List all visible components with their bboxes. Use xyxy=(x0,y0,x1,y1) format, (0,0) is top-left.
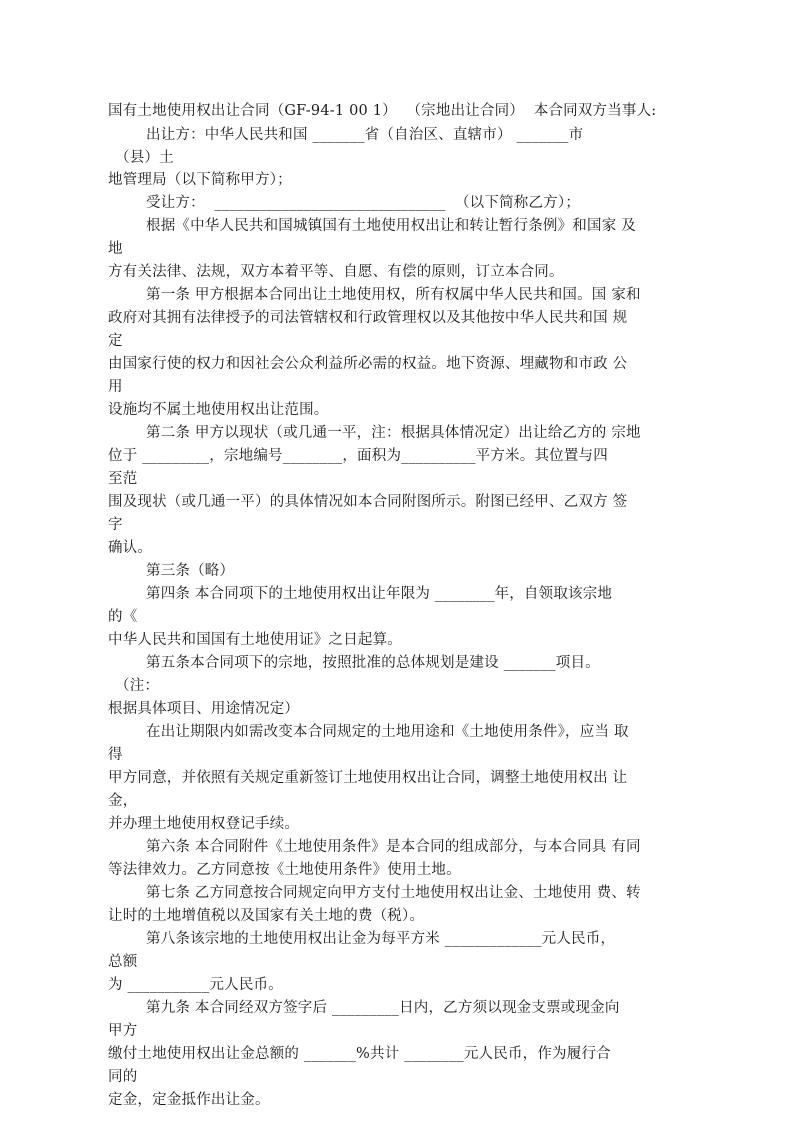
text-line: 地 xyxy=(108,241,123,257)
article-9-line: 第九条 本合同经双方签字后 _________日内，乙方须以现金支票或现金向 xyxy=(146,1000,620,1016)
article-8-line: 第八条该宗地的土地使用权出让金为每平方米 _____________元人民币， xyxy=(146,931,616,947)
text-line: 方有关法律、法规，双方本着平等、自愿、有偿的原则，订立本合同。 xyxy=(108,264,564,280)
text-line: 根据《中华人民共和国城镇国有土地使用权出让和转让暂行条例》和国家 及 xyxy=(146,218,636,234)
article-4-line: 第四条 本合同项下的土地使用权出让年限为 ________年，自领取该宗地 xyxy=(146,586,613,602)
text-line: 缴付土地使用权出让金总额的 _______%共计 ________元人民币，作为履行合 xyxy=(108,1046,611,1062)
text-line: 政府对其拥有法律授予的司法管辖权和行政管理权以及其他按中华人民共和国 规 xyxy=(108,310,628,326)
text-line: 为 ___________元人民币。 xyxy=(108,977,283,993)
text-line: 定 xyxy=(108,333,123,349)
text-line: 确认。 xyxy=(108,540,153,556)
text-line: 甲方 xyxy=(108,1023,138,1039)
text-line: 定金，定金抵作出让金。 xyxy=(108,1092,270,1108)
text-line: 总额 xyxy=(108,954,138,970)
text-line: 设施均不属土地使用权出让范围。 xyxy=(108,402,329,418)
text-line: 位于 _________，宗地编号________，面积为__________平方米。其位置与四 xyxy=(108,448,608,464)
text-line: 甲方同意，并依照有关规定重新签订土地使用权出让合同，调整土地使用权出 让 xyxy=(108,770,628,786)
text-line: 至范 xyxy=(108,471,138,487)
text-line: 在出让期限内如需改变本合同规定的土地用途和《土地使用条件》，应当 取 xyxy=(146,724,629,740)
article-3-line: 第三条（略） xyxy=(146,563,235,579)
document-title-line: 国有土地使用权出让合同（GF-94-1 00 1） （宗地出让合同） 本合同双方当事人: xyxy=(108,103,657,119)
text-line: 用 xyxy=(108,379,123,395)
text-line: 得 xyxy=(108,747,123,763)
text-line: 地管理局（以下简称甲方）； xyxy=(108,172,292,188)
text-line: 的《 xyxy=(108,609,138,625)
text-line: 受让方： _______________________________ （以下简称乙方）； xyxy=(146,195,581,211)
text-line: （注： xyxy=(115,678,160,694)
text-line: 中华人民共和国国有土地使用证》之日起算。 xyxy=(108,632,402,648)
text-line: 出让方：中华人民共和国 _______省（自治区、直辖市） _______市 xyxy=(146,127,584,143)
article-7-line: 第七条 乙方同意按合同规定向甲方支付土地使用权出让金、土地使用 费、转 xyxy=(146,885,641,901)
text-line: 字 xyxy=(108,517,123,533)
article-1-line: 第一条 甲方根据本合同出让土地使用权，所有权属中华人民共和国。国 家和 xyxy=(146,287,641,303)
article-5-line: 第五条本合同项下的宗地，按照批准的总体规划是建设 _______项目。 xyxy=(146,655,600,671)
text-line: 让时的土地增值税以及国家有关土地的费（税）。 xyxy=(108,908,425,924)
article-6-line: 第六条 本合同附件《土地使用条件》是本合同的组成部分，与本合同具 有同 xyxy=(146,839,641,855)
text-line: 围及现状（或几通一平）的具体情况如本合同附图所示。附图已经甲、乙双方 签 xyxy=(108,494,628,510)
text-line: （县）土 xyxy=(115,150,174,166)
article-2-line: 第二条 甲方以现状（或几通一平，注：根据具体情况定）出让给乙方的 宗地 xyxy=(146,425,641,441)
text-line: 同的 xyxy=(108,1069,138,1085)
text-line: 根据具体项目、用途情况定） xyxy=(108,701,300,717)
text-line: 并办理土地使用权登记手续。 xyxy=(108,816,300,832)
text-line: 等法律效力。乙方同意按《土地使用条件》使用土地。 xyxy=(108,862,461,878)
text-line: 由国家行使的权力和因社会公众利益所必需的权益。地下资源、埋藏物和市政 公 xyxy=(108,356,628,372)
text-line: 金， xyxy=(108,793,138,809)
